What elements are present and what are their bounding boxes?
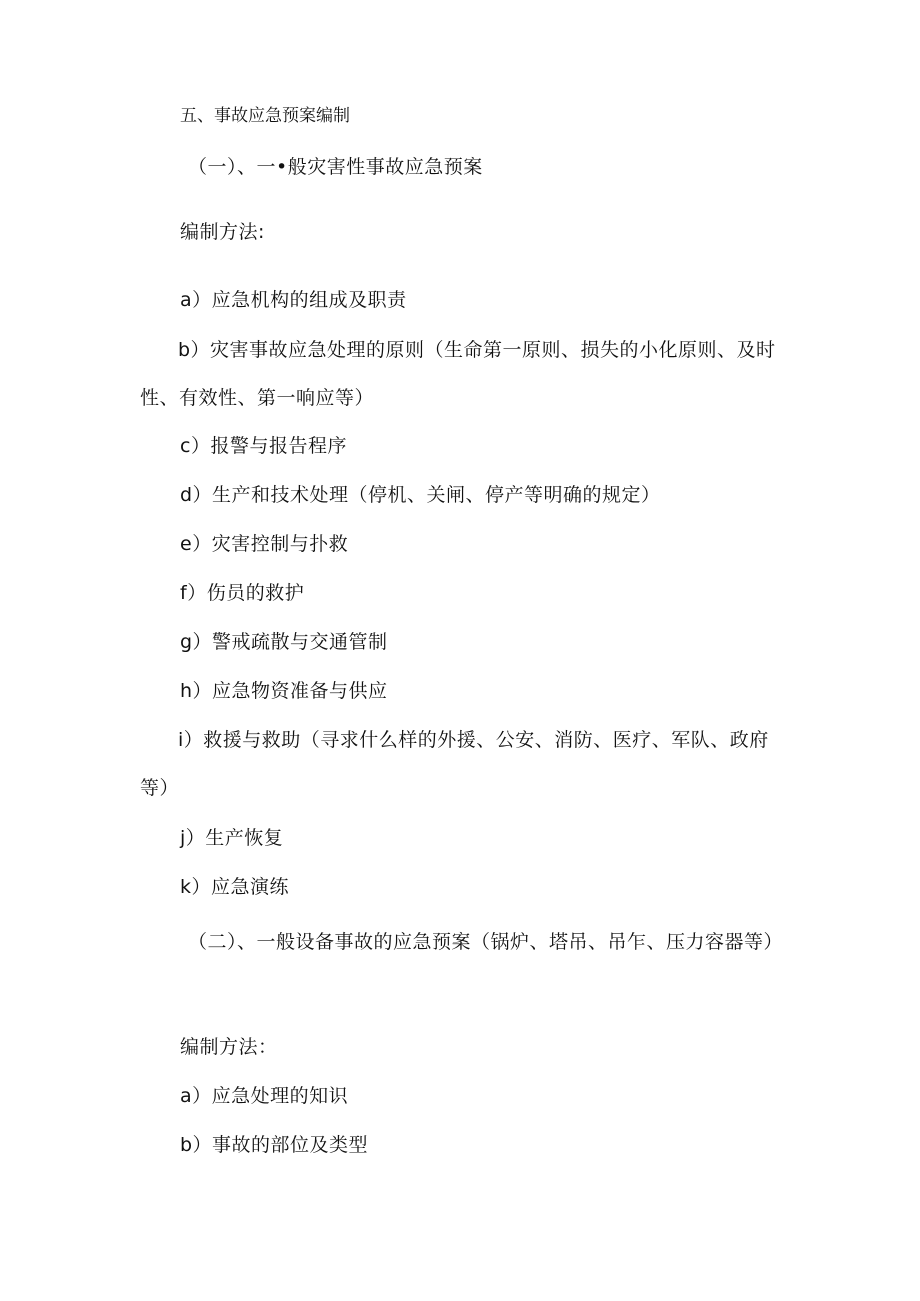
list-item: d）生产和技术处理（停机、关闸、停产等明确的规定）: [180, 484, 661, 506]
part2-heading: （二）、一般设备事故的应急预案（锅炉、塔吊、吊乍、压力容器等）: [188, 931, 784, 953]
section-title: 五、事故应急预案编制: [180, 106, 350, 126]
list-item: f）伤员的救护: [180, 582, 305, 604]
list-item: a）应急机构的组成及职责: [180, 289, 407, 311]
list-item: j）生产恢复: [180, 827, 284, 849]
list-item: e）灾害控制与扑救: [180, 533, 349, 555]
part2-method-label: 编制方法：: [180, 1036, 278, 1058]
list-item: b）事故的部位及类型: [180, 1134, 369, 1156]
part1-method-label: 编制方法:: [180, 221, 265, 243]
list-item: b）灾害事故应急处理的原则（生命第一原则、损失的小化原则、及时性、有效性、第一响应等）: [140, 339, 776, 409]
list-item: i）救援与救助（寻求什么样的外援、公安、消防、医疗、军队、政府等）: [140, 729, 769, 799]
list-item: h）应急物资准备与供应: [180, 680, 388, 702]
list-item: k）应急演练: [180, 876, 290, 898]
part1-heading: （一）、一•般灾害性事故应急预案: [188, 156, 483, 178]
list-item: c）报警与报告程序: [180, 435, 347, 457]
list-item: a）应急处理的知识: [180, 1085, 349, 1107]
list-item: g）警戒疏散与交通管制: [180, 631, 388, 653]
